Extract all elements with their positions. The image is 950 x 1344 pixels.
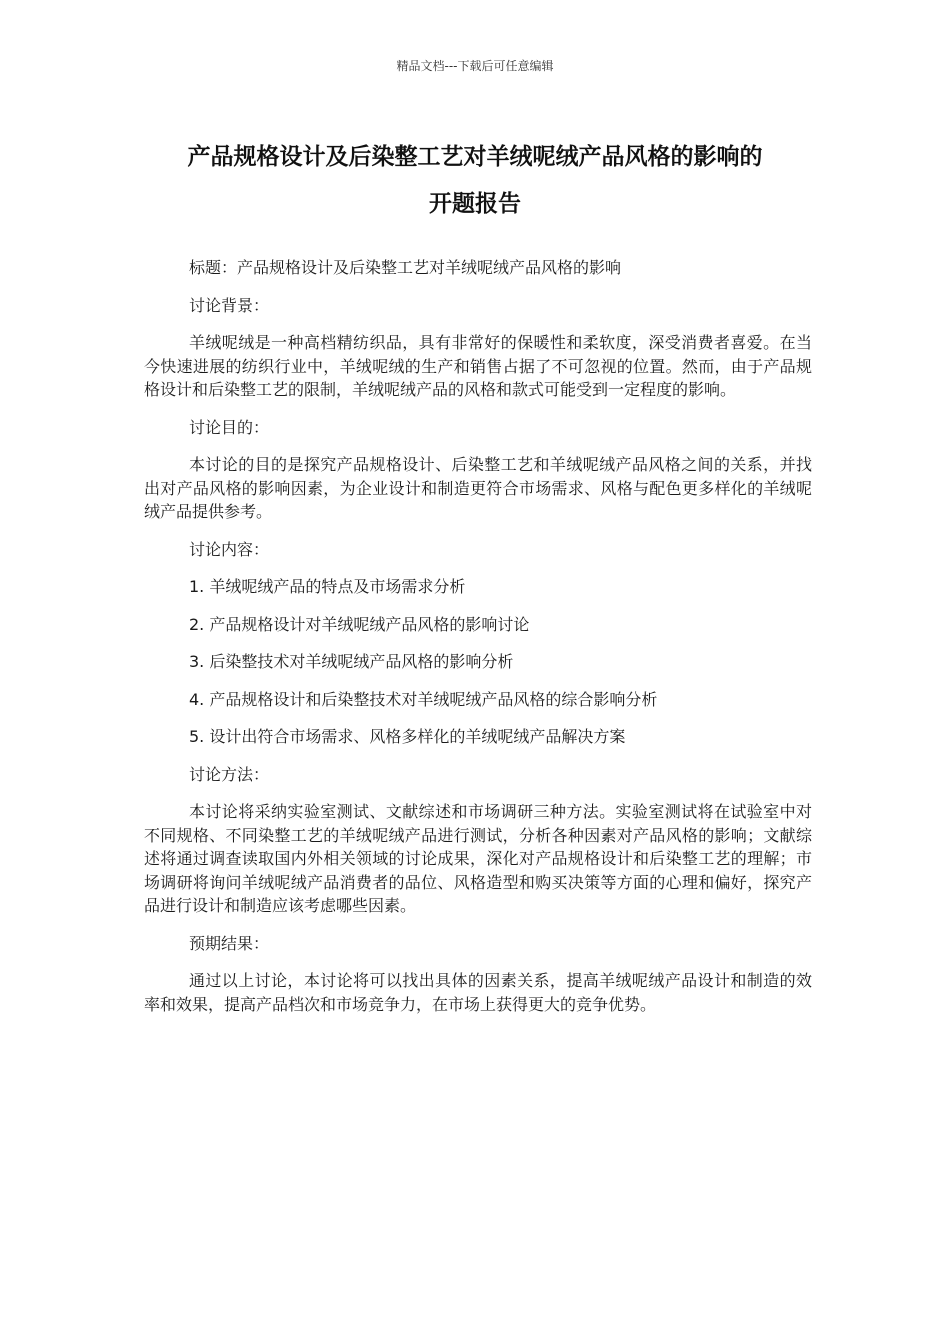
document-title-line-1: 产品规格设计及后染整工艺对羊绒呢绒产品风格的影响的: [187, 144, 763, 170]
subject-line: 标题：产品规格设计及后染整工艺对羊绒呢绒产品风格的影响: [189, 258, 622, 277]
document-title: [140, 134, 810, 228]
result-label: 预期结果：: [189, 933, 270, 953]
header-note: 精品文档---下载后可任意编辑: [396, 59, 554, 73]
method-paragraph: 本讨论将采纳实验室测试、文献综述和市场调研三种方法。实验室测试将在试验室中对不同规格、不同染整工艺的羊绒呢绒产品进行测试，分析各种因素对产品风格的影响；文献综述将通过调查读取国内外相关领域的讨论成果，深化对产品规格设计和后染整工艺的理解；市场调研将询问羊绒呢绒产品消费者的品位、风格造型和购买决策等方面的心理和偏好，探究产品进行设计和制造应该考虑哪些因素。: [144, 802, 812, 915]
content-item-1: 1. 羊绒呢绒产品的特点及市场需求分析: [189, 577, 466, 596]
content-item-2: 2. 产品规格设计对羊绒呢绒产品风格的影响讨论: [189, 614, 530, 634]
content-item-3: 3. 后染整技术对羊绒呢绒产品风格的影响分析: [189, 652, 514, 671]
purpose-label: 讨论目的：: [189, 417, 270, 437]
content-item-4: 4. 产品规格设计和后染整技术对羊绒呢绒产品风格的综合影响分析: [189, 689, 658, 709]
result-paragraph: 通过以上讨论，本讨论将可以找出具体的因素关系，提高羊绒呢绒产品设计和制造的效率和效果，提高产品档次和市场竞争力，在市场上获得更大的竞争优势。: [144, 971, 812, 1014]
background-paragraph: 羊绒呢绒是一种高档精纺织品，具有非常好的保暖性和柔软度，深受消费者喜爱。在当今快速进展的纺织行业中，羊绒呢绒的生产和销售占据了不可忽视的位置。然而，由于产品规格设计和后染整工艺的限制，羊绒呢绒产品的风格和款式可能受到一定程度的影响。: [144, 333, 812, 399]
document-body: [144, 256, 812, 1030]
content-item-5: 5. 设计出符合市场需求、风格多样化的羊绒呢绒产品解决方案: [189, 727, 626, 746]
method-label: 讨论方法：: [189, 764, 270, 784]
document-title-line-2: 开题报告: [429, 191, 521, 217]
content-label: 讨论内容：: [189, 539, 270, 559]
background-label: 讨论背景：: [189, 295, 270, 315]
purpose-paragraph: 本讨论的目的是探究产品规格设计、后染整工艺和羊绒呢绒产品风格之间的关系，并找出对产品风格的影响因素，为企业设计和制造更符合市场需求、风格与配色更多样化的羊绒呢绒产品提供参考。: [144, 455, 812, 521]
